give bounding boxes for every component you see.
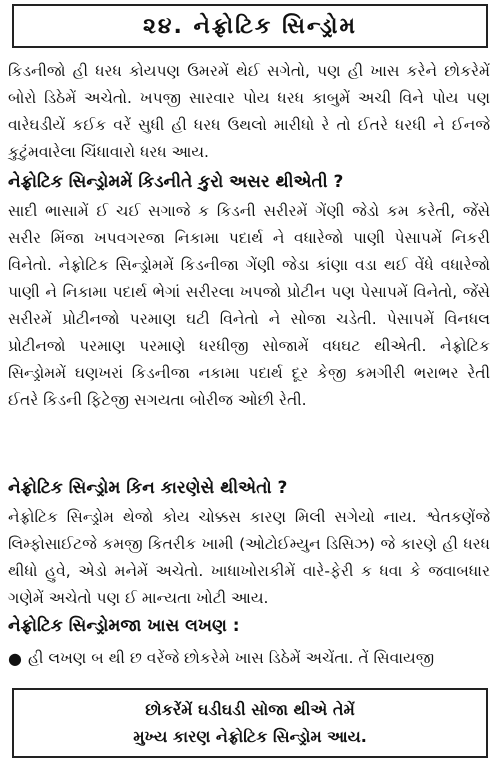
- section-body-causes: નેફ્રોટિક સિન્ડ્રોમ થેજો કોય ચોક્કસ કારણ મિલી સગેયો નાય. શ્વેતકણેંજે લિમ્ફોસાઈટજે કમજી કિતરીક ખામી (ઓટોઈમ્યુન ડિસિઝ) જે કારણે હી ધરધ થીધો હુવે, એડો મનેમેં અચેતો. ખાધાખોરાકીમેં વારે-ફેરી ક ધવા કે જવાબધાર ગણેમેં અચેતો પણ ઈ માન્યતા ખોટી આય.: [8, 508, 490, 607]
- section-heading-causes: નેફ્રોટિક સિન્ડ્રોમ કિન કારણેસે થીએતો ?: [8, 478, 288, 498]
- section-heading-effect: નેફ્રોટિક સિન્ડ્રોમમેં કિડનીતે કુરો અસર થીએતી ?: [8, 172, 344, 192]
- symptom-bullet-item: [8, 645, 490, 672]
- bullet-dot-icon: ●: [8, 649, 22, 668]
- section-heading-symptoms: નેફ્રોટિક સિન્ડ્રોમજા ખાસ લખણ :: [8, 616, 240, 636]
- note-line-2: મુખ્ય કારણ નેફ્રોટિક સિન્ડ્રોમ આય.: [133, 727, 367, 746]
- bullet-text: હી લખણ બ થી છ વરેંજે છોકરેમે ખાસ ડિઠેમેં અચેંતા. તેં સિવાયજી: [27, 649, 435, 667]
- highlight-note-box: [12, 688, 488, 758]
- chapter-title: ૨૪. નેફ્રોટિક સિન્ડ્રોમ: [12, 4, 488, 48]
- intro-paragraph: કિડનીજો હી ધરધ કોયપણ ઉમરમેં થેઈ સગેતો, પણ હી ખાસ કરેને છોકરેમેં બોરો ડિઠેમેં અચેતો. ખપજી સારવાર પોય ધરધ કાબુમેં અચી વિને પોય પણ વારેઘડીયેં કઈક વરેં સુધી હી ધરધ ઉથલો મારીધો રે તો ઈતરે ધરધી ને ઈનજે કુટુંમવારેલા ચિંધાવારો ધરધ આય.: [8, 62, 490, 161]
- note-line-1: છોકરેંમેં ઘડીઘડી સોજા થીએ તેમેં: [145, 700, 355, 719]
- section-body-effect: સાદી ભાસામેં ઈ ચઈ સગાજે ક કિડની સરીરમેં ગેંણી જેડો કમ કરેતી, જેંસે સરીર મિંજા ખપવગરજા નિકામા પદાર્થ ને વધારેજો પાણી પેસાપમેં નિકરી વિનેતો. નેફ્રોટિક સિન્ડ્રોમમેં કિડનીજા ગેંણી જેડા કાંણા વડા થઈ વેંધે વધારેજો પાણી ને નિકામા પદાર્થ ભેગાં સરીરલા ખપજો પ્રોટીન પણ પેસાપમેં વિનેતો, જેંસે સરીરમેં પ્રોટીનજો પરમાણ ઘટી વિનેતો ને સોજા ચડેતી. પેસાપમેં વિનધલ પ્રોટીનજો પરમાણ પરમાણે ધરધીજી સોજામેં વધઘટ થીએતી. નેફ્રોટિક સિન્ડ્રોમમેં ઘણખરાં કિડનીજા નકામા પદાર્થ દૂર કેજી કમગીરી ભરાભર રેતી ઈતરે કિડની ફિટેજી સગયતા બોરીજ ઓછી રેતી.: [8, 202, 490, 409]
